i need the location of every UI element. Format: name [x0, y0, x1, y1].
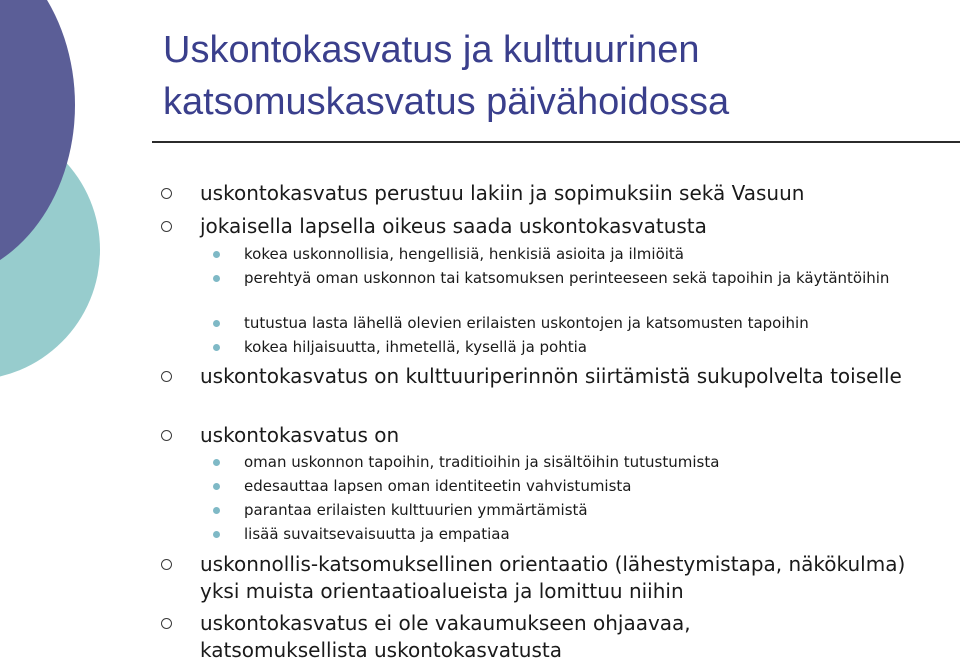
sub-bullet-item: kokea uskonnollisia, hengellisiä, henkisiä asioita ja ilmiöitä — [244, 245, 684, 263]
bullet-item: uskontokasvatus ei ole vakaumukseen ohjaavaa, katsomuksellista uskontokasvatusta — [200, 611, 691, 662]
bullet-circle-icon — [161, 221, 172, 232]
bullet-item: uskonnollis-katsomuksellinen orientaatio (lähestymistapa, näkökulma) yksi muista orientaatioalueista ja lomittuu niihin — [200, 552, 906, 603]
bullet-circle-icon — [161, 430, 172, 441]
sub-bullet-dot-icon — [213, 531, 220, 538]
bullet-item: uskontokasvatus on kulttuuriperinnön siirtämistä sukupolvelta toiselle — [200, 364, 902, 388]
bullet-circle-icon — [161, 559, 172, 570]
sub-bullet-item: tutustua lasta lähellä olevien erilaisten uskontojen ja katsomusten tapoihin — [244, 314, 809, 332]
sub-bullet-item: edesauttaa lapsen oman identiteetin vahvistumista — [244, 477, 632, 495]
sub-bullet-item: kokea hiljaisuutta, ihmetellä, kysellä ja pohtia — [244, 338, 587, 356]
bullet-item: jokaisella lapsella oikeus saada uskontokasvatusta — [200, 214, 707, 238]
sub-bullet-dot-icon — [213, 459, 220, 466]
sub-bullet-item: parantaa erilaisten kulttuurien ymmärtämistä — [244, 501, 588, 519]
sub-bullet-dot-icon — [213, 483, 220, 490]
bullet-circle-icon — [161, 618, 172, 629]
sub-bullet-dot-icon — [213, 320, 220, 327]
slide-title: Uskontokasvatus ja kulttuurinen katsomuskasvatus päivähoidossa — [163, 29, 730, 123]
sub-bullet-item: lisää suvaitsevaisuutta ja empatiaa — [244, 525, 510, 543]
sub-bullet-dot-icon — [213, 507, 220, 514]
sub-bullet-item: perehtyä oman uskonnon tai katsomuksen perinteeseen sekä tapoihin ja käytäntöihin — [244, 269, 890, 287]
bullet-item: uskontokasvatus perustuu lakiin ja sopimuksiin sekä Vasuun — [200, 181, 805, 205]
sub-bullet-dot-icon — [213, 344, 220, 351]
sub-bullet-dot-icon — [213, 251, 220, 258]
bullet-circle-icon — [161, 188, 172, 199]
sub-bullet-dot-icon — [213, 275, 220, 282]
bullet-item: uskontokasvatus on — [200, 423, 400, 447]
sub-bullet-item: oman uskonnon tapoihin, traditioihin ja sisältöihin tutustumista — [244, 453, 720, 471]
bullet-circle-icon — [161, 371, 172, 382]
